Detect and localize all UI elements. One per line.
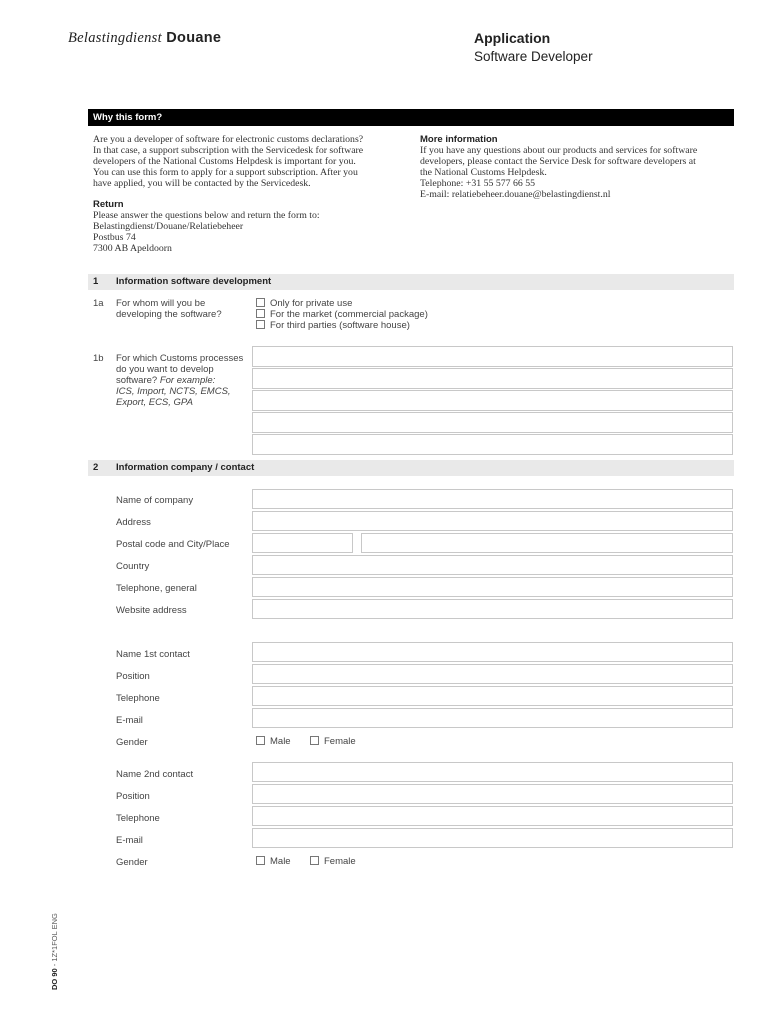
- option-label: Female: [324, 736, 356, 747]
- address-label: Address: [116, 517, 151, 528]
- country-field[interactable]: [252, 555, 733, 575]
- section-title: Information software development: [116, 276, 272, 287]
- postal-code-city-label: Postal code and City/Place: [116, 539, 230, 550]
- question-line: For which Customs processes: [116, 353, 244, 364]
- form-code: [50, 913, 59, 990]
- example-line: Export, ECS, GPA: [116, 397, 193, 408]
- example-intro: For example:: [159, 375, 216, 386]
- option-label: Male: [270, 736, 291, 747]
- customs-processes-field-3[interactable]: [252, 390, 733, 411]
- question-line: do you want to develop: [116, 364, 214, 375]
- return-address: [93, 210, 403, 254]
- question-1b-text: [116, 353, 243, 408]
- return-line: Belastingdienst/Douane/Relatiebeheer: [93, 221, 244, 232]
- section-number: 1: [93, 276, 99, 287]
- brand-name-bold: Douane: [166, 30, 222, 46]
- contact2-name-field[interactable]: [252, 762, 733, 782]
- checkbox-third-parties[interactable]: [256, 320, 265, 329]
- option-label: For the market (commercial package): [270, 309, 428, 320]
- contact2-name-label: Name 2nd contact: [116, 769, 194, 780]
- contact1-gender-male[interactable]: [256, 736, 291, 747]
- brand-name-italic: Belastingdienst: [68, 30, 162, 46]
- option-label: For third parties (software house): [270, 320, 410, 331]
- section-1-header: [88, 274, 734, 290]
- customs-processes-field-4[interactable]: [252, 412, 733, 433]
- contact1-position-label: Position: [116, 671, 150, 682]
- customs-processes-field-2[interactable]: [252, 368, 733, 389]
- intro-line: Are you a developer of software for electronic customs declarations?: [93, 134, 364, 145]
- intro-line: have applied, you will be contacted by the Servicedesk.: [93, 178, 311, 189]
- contact1-email-label: E-mail: [116, 715, 143, 726]
- intro-line: developers of the National Customs Helpdesk is important for you.: [93, 156, 356, 167]
- more-information-heading: More information: [420, 134, 498, 145]
- section-number: 2: [93, 462, 99, 473]
- return-line: Postbus 74: [93, 232, 136, 243]
- website-field[interactable]: [252, 599, 733, 619]
- website-label: Website address: [116, 605, 187, 616]
- customs-processes-field-1[interactable]: [252, 346, 733, 367]
- intro-line: In that case, a support subscription with the Servicedesk for software: [93, 145, 364, 156]
- brand-logo: [68, 30, 221, 47]
- contact2-position-field[interactable]: [252, 784, 733, 804]
- form-code-bold: DO 90: [50, 968, 59, 990]
- customs-processes-field-5[interactable]: [252, 434, 733, 455]
- example-line: ICS, Import, NCTS, EMCS,: [116, 386, 231, 397]
- option-label: Only for private use: [270, 298, 353, 309]
- checkbox-private-use[interactable]: [256, 298, 265, 307]
- checkbox-female[interactable]: [310, 736, 319, 745]
- more-info-line: the National Customs Helpdesk.: [420, 167, 547, 178]
- document-subtitle: Software Developer: [474, 49, 593, 64]
- telephone-general-label: Telephone, general: [116, 583, 197, 594]
- postal-code-field[interactable]: [252, 533, 353, 553]
- city-field[interactable]: [361, 533, 733, 553]
- question-line: developing the software?: [116, 309, 222, 320]
- section-title: Information company / contact: [116, 462, 255, 473]
- contact1-telephone-field[interactable]: [252, 686, 733, 706]
- contact2-email-field[interactable]: [252, 828, 733, 848]
- contact2-telephone-field[interactable]: [252, 806, 733, 826]
- more-info-line: developers, please contact the Service Desk for software developers at: [420, 156, 696, 167]
- contact2-gender-label: Gender: [116, 857, 148, 868]
- contact1-gender-female[interactable]: [310, 736, 356, 747]
- return-line: 7300 AB Apeldoorn: [93, 243, 172, 254]
- checkbox-female[interactable]: [310, 856, 319, 865]
- form-code-rest: - 1Z*1FOL ENG: [50, 913, 59, 969]
- telephone-general-field[interactable]: [252, 577, 733, 597]
- checkbox-male[interactable]: [256, 856, 265, 865]
- why-this-form-heading: Why this form?: [88, 109, 734, 126]
- contact2-gender-male[interactable]: [256, 856, 291, 867]
- address-field[interactable]: [252, 511, 733, 531]
- contact1-gender-label: Gender: [116, 737, 148, 748]
- contact2-telephone-label: Telephone: [116, 813, 160, 824]
- contact1-telephone-label: Telephone: [116, 693, 160, 704]
- question-number-1b: 1b: [93, 353, 104, 364]
- intro-line: You can use this form to apply for a support subscription. After you: [93, 167, 358, 178]
- contact2-position-label: Position: [116, 791, 150, 802]
- question-line: [116, 375, 243, 386]
- contact2-email-label: E-mail: [116, 835, 143, 846]
- more-information-text: [420, 145, 730, 200]
- option-label: Male: [270, 856, 291, 867]
- company-name-label: Name of company: [116, 495, 194, 506]
- contact1-email-field[interactable]: [252, 708, 733, 728]
- question-number-1a: 1a: [93, 298, 104, 309]
- more-info-line: If you have any questions about our products and services for software: [420, 145, 698, 156]
- contact1-position-field[interactable]: [252, 664, 733, 684]
- option-label: Female: [324, 856, 356, 867]
- option-third-parties[interactable]: [256, 320, 410, 331]
- question-1a-text: [116, 298, 222, 320]
- checkbox-market[interactable]: [256, 309, 265, 318]
- question-line: For whom will you be: [116, 298, 206, 309]
- more-info-phone: Telephone: +31 55 577 66 55: [420, 178, 536, 189]
- question-line-text: software?: [116, 375, 158, 386]
- option-private-use[interactable]: [256, 298, 352, 309]
- return-line: Please answer the questions below and return the form to:: [93, 210, 320, 221]
- intro-text: [93, 134, 398, 189]
- section-2-header: [88, 460, 734, 476]
- company-name-field[interactable]: [252, 489, 733, 509]
- contact2-gender-female[interactable]: [310, 856, 356, 867]
- contact1-name-label: Name 1st contact: [116, 649, 190, 660]
- checkbox-male[interactable]: [256, 736, 265, 745]
- more-info-email: E-mail: relatiebeheer.douane@belastingdienst.nl: [420, 189, 611, 200]
- option-market[interactable]: [256, 309, 428, 320]
- document-title: Application: [474, 30, 551, 46]
- return-heading: Return: [93, 199, 124, 210]
- contact1-name-field[interactable]: [252, 642, 733, 662]
- country-label: Country: [116, 561, 150, 572]
